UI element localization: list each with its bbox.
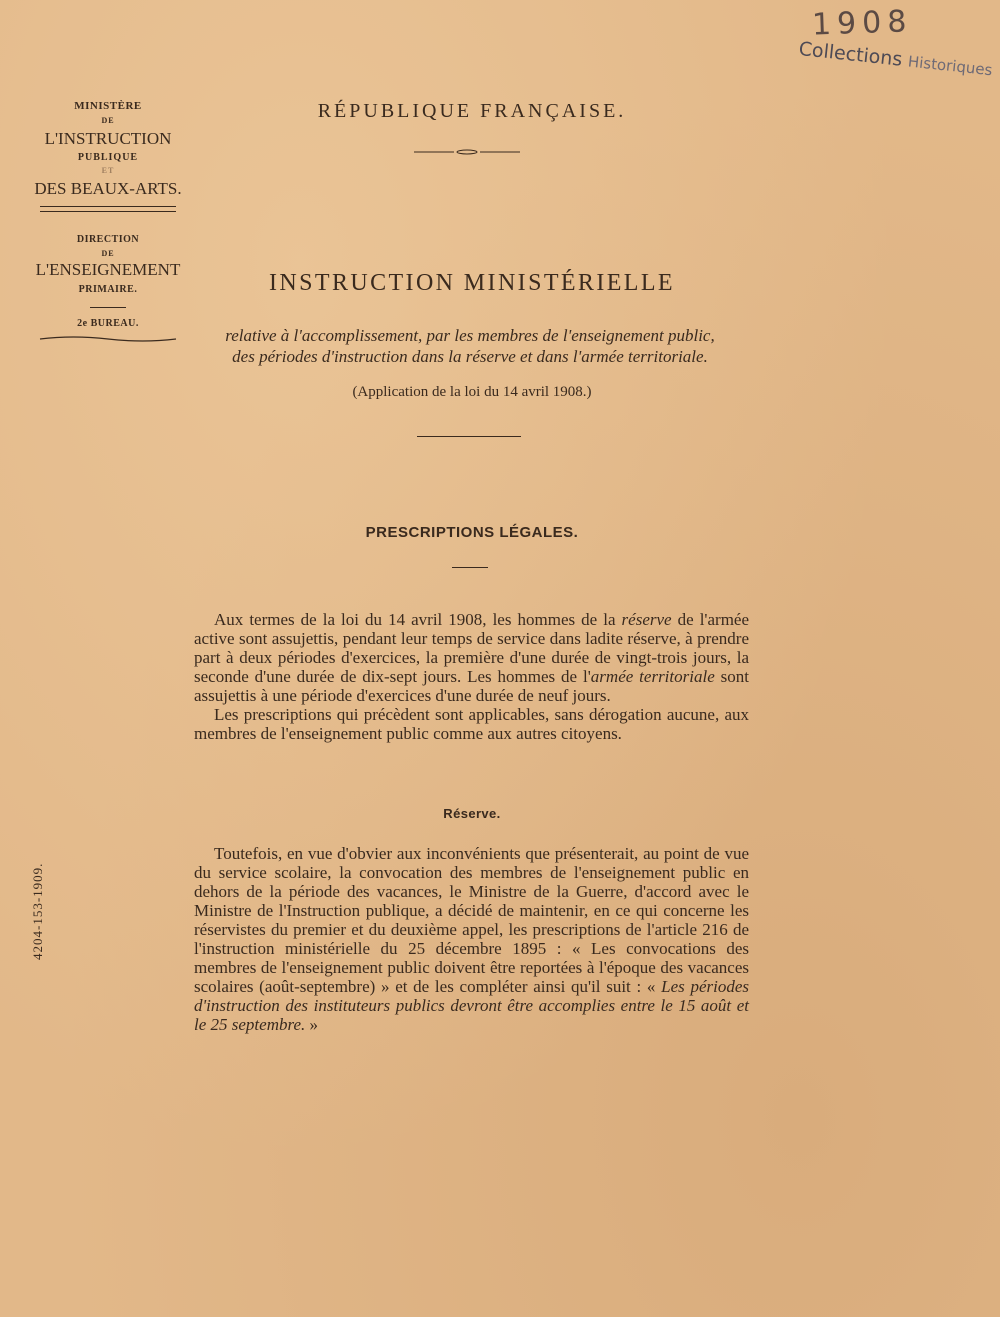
document-subtitle: [170, 325, 770, 367]
ministry-heading: [24, 100, 192, 343]
ministry-line2: DE: [101, 116, 115, 125]
ornament-rule: [414, 149, 520, 155]
ministry-line3: L'INSTRUCTION: [44, 129, 172, 148]
paragraph-legal: [194, 610, 749, 743]
paragraph-2: Les prescriptions qui précèdent sont applicables, sans dérogation aucune, aux membres de l'enseignement public comme aux autres citoyens.: [194, 705, 749, 743]
application-note: (Application de la loi du 14 avril 1908.): [352, 384, 592, 400]
para1-em-territoriale: armée territoriale: [590, 667, 715, 686]
para1-text-c: sont assujettis à une période d'exercices d'une durée de neuf jours.: [194, 667, 749, 705]
subtitle-line1: relative à l'accomplissement, par les membres de l'enseignement public,: [225, 326, 715, 345]
ministry-line4: PUBLIQUE: [77, 152, 139, 163]
direction-line2: DE: [101, 249, 115, 258]
collection-stamp: [798, 38, 999, 81]
bureau-ornament-rule: [38, 335, 178, 343]
subsection-heading: Réserve.: [443, 806, 501, 821]
paragraph-reserve: [194, 844, 749, 1034]
direction-rule: [90, 307, 126, 308]
bureau-label: 2e BUREAU.: [77, 318, 139, 329]
document-title: INSTRUCTION MINISTÉRIELLE: [269, 270, 675, 296]
direction-line3: L'ENSEIGNEMENT: [35, 260, 181, 279]
para1-em-reserve: réserve: [621, 610, 672, 629]
ministry-line6: DES BEAUX-ARTS.: [34, 179, 182, 198]
para1-text-a: Aux termes de la loi du 14 avril 1908, les hommes de la: [214, 610, 622, 629]
paragraph-1: [194, 610, 749, 705]
ministry-double-rule: [40, 206, 176, 212]
direction-line1: DIRECTION: [76, 234, 140, 245]
para3-end: »: [305, 1015, 319, 1034]
direction-line4: PRIMAIRE.: [78, 284, 138, 295]
para1-text-b: de l'armée active sont assujettis, pendant leur temps de service dans ladite réserve, à prendre part à deux périodes d'exercices, la première d'une durée de vingt-trois jours, la seconde d'une durée de dix-sept jours. Les hommes de l': [194, 610, 750, 686]
ministry-line1: MINISTÈRE: [74, 100, 142, 112]
section-separator: [452, 567, 488, 568]
stamp-year: 1908: [811, 4, 913, 43]
section-heading: PRESCRIPTIONS LÉGALES.: [365, 524, 579, 541]
ministry-line5: ET: [101, 166, 115, 175]
republic-heading: RÉPUBLIQUE FRANÇAISE.: [317, 100, 627, 122]
subtitle-line2: des périodes d'instruction dans la réserve et dans l'armée territoriale.: [232, 347, 708, 366]
title-separator: [417, 436, 521, 437]
para3-em-quote: Les périodes d'instruction des instituteurs publics devront être accomplies entre le 15 août et le 25 septembre.: [194, 977, 749, 1034]
stamp-historiques: Historiques: [907, 52, 994, 80]
para3-text: Toutefois, en vue d'obvier aux inconvénients que présenterait, au point de vue du service scolaire, la convocation des membres de l'enseignement public en dehors de la période des vacances, le Ministre de la Guerre, d'accord avec le Ministre de l'Instruction publique, a décidé de maintenir, en ce qui concerne les réservistes du premier et du deuxième appel, les prescriptions de l'article 216 de l'instruction ministérielle du 25 décembre 1895 : « Les convocations des membres de l'enseignement public doivent être reportées à l'époque des vacances scolaires (août-septembre) » et de les compléter ainsi qu'il suit : «: [194, 844, 749, 996]
paragraph-3: [194, 844, 749, 1034]
print-code: 4204-153-1909.: [30, 862, 45, 960]
stamp-collections: Collections: [797, 38, 904, 71]
